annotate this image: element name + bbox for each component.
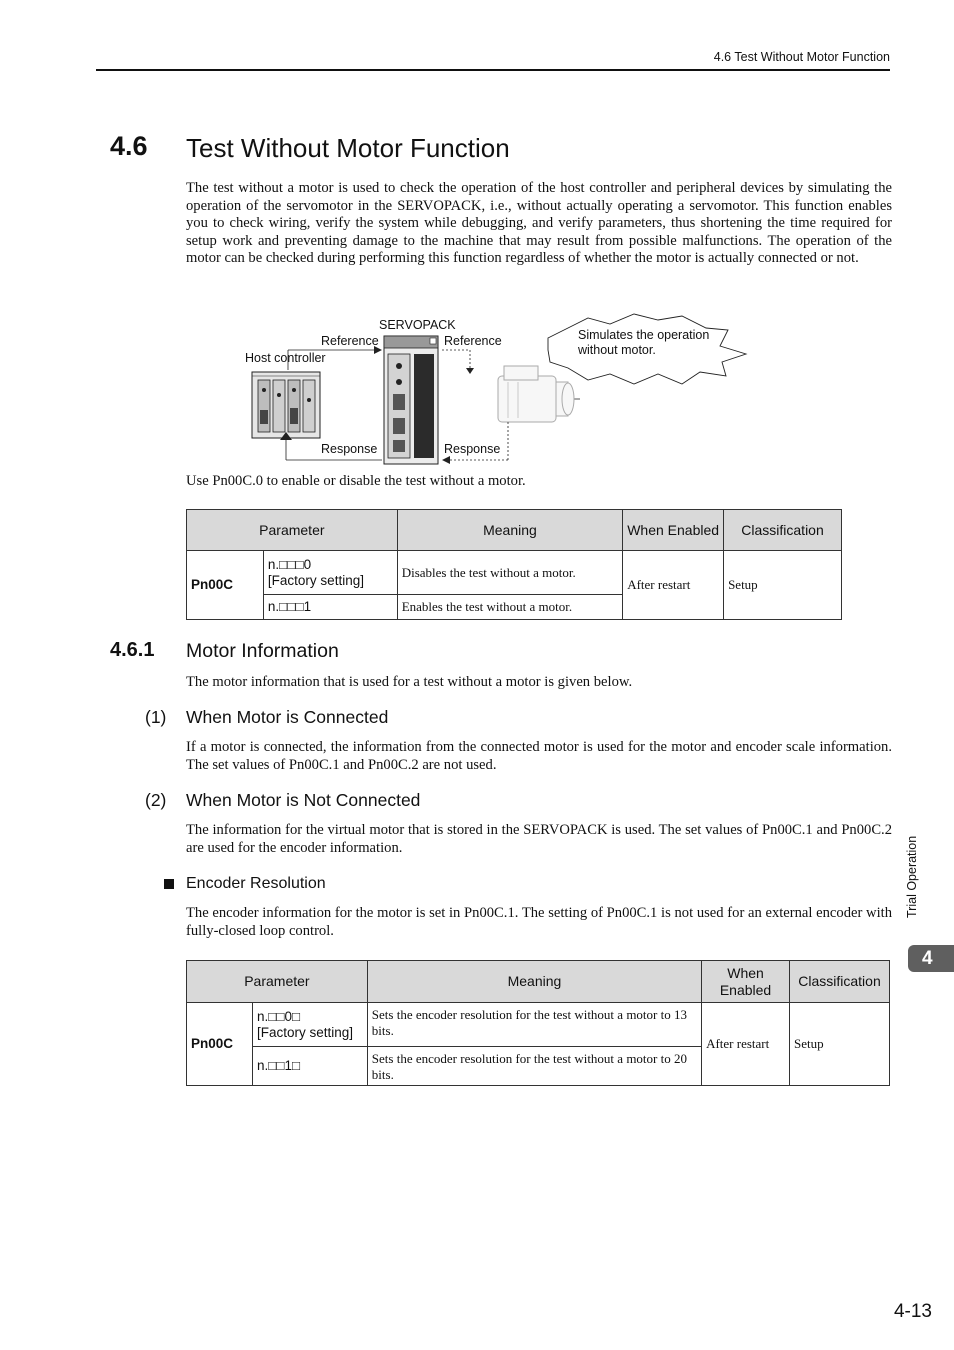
subsection-number: 4.6.1 bbox=[110, 639, 155, 661]
response-right-label: Response bbox=[444, 442, 501, 456]
case1-number: (1) bbox=[145, 707, 167, 727]
servopack-illustration bbox=[384, 336, 438, 464]
running-header: 4.6 Test Without Motor Function bbox=[713, 50, 890, 64]
case2-body: The information for the virtual motor that is stored in the SERVOPACK is used. The set values of Pn00C.1 and Pn00C.2 are used for the encoder information. bbox=[186, 822, 892, 856]
reference-left-label: Reference bbox=[321, 334, 379, 348]
setting-value: n.□□0□ bbox=[256, 1008, 301, 1024]
when-enabled-cell: After restart bbox=[623, 551, 724, 620]
setting-note: [Factory setting] bbox=[267, 572, 364, 588]
meaning-cell: Enables the test without a motor. bbox=[397, 595, 623, 620]
bullet-square-icon bbox=[164, 879, 174, 889]
setting-cell bbox=[263, 595, 397, 620]
reference-right-label: Reference bbox=[444, 334, 502, 348]
chapter-tab: 4 bbox=[908, 945, 954, 972]
header-classification: Classification bbox=[790, 961, 890, 1003]
meaning-cell: Sets the encoder resolution for the test without a motor to 13 bits. bbox=[367, 1003, 701, 1047]
header-meaning: Meaning bbox=[397, 510, 623, 551]
page-number: 4-13 bbox=[893, 1301, 932, 1322]
parameter-table-pn00c-0 bbox=[186, 509, 842, 620]
speech-bubble-text: Simulates the operation without motor. bbox=[578, 328, 710, 357]
setting-value: n.□□1□ bbox=[256, 1058, 301, 1073]
setting-value: n.□□□1 bbox=[267, 599, 312, 614]
header-meaning: Meaning bbox=[367, 961, 701, 1003]
side-tab-label bbox=[905, 823, 922, 918]
encoder-heading: Encoder Resolution bbox=[186, 875, 326, 892]
section-title: Test Without Motor Function bbox=[186, 133, 510, 163]
case2-heading bbox=[145, 790, 545, 812]
case2-title: When Motor is Not Connected bbox=[186, 790, 421, 810]
when-enabled-cell: After restart bbox=[702, 1003, 790, 1086]
setting-cell bbox=[252, 1003, 367, 1047]
setting-cell bbox=[263, 551, 397, 595]
host-controller-illustration bbox=[252, 372, 320, 438]
meaning-cell: Sets the encoder resolution for the test without a motor to 20 bits. bbox=[367, 1047, 701, 1086]
test-without-motor-diagram bbox=[238, 310, 758, 470]
setting-value: n.□□□0 bbox=[267, 556, 312, 572]
param-name: Pn00C bbox=[187, 551, 264, 620]
case2-number: (2) bbox=[145, 790, 167, 810]
encoder-body: The encoder information for the motor is set in Pn00C.1. The setting of Pn00C.1 is not used for an external encoder with fully-closed loop control. bbox=[186, 905, 892, 939]
param-name: Pn00C bbox=[187, 1003, 253, 1086]
meaning-cell: Disables the test without a motor. bbox=[397, 551, 623, 595]
usage-note: Use Pn00C.0 to enable or disable the test without a motor. bbox=[186, 473, 526, 489]
subsection-title: Motor Information bbox=[186, 640, 339, 662]
setting-cell bbox=[252, 1047, 367, 1086]
header-when-enabled: When Enabled bbox=[623, 510, 724, 551]
section-number: 4.6 bbox=[110, 131, 148, 161]
section-intro: The test without a motor is used to check the operation of the host controller and peripheral devices by simulating the operation of the servomotor in the SERVOPACK, i.e., without actually operating a servomotor. This function enables you to check wiring, verify the system while debugging, and verify parameters, thus shortening the time required for setup work and preventing damage to the machine that may result from possible malfunctions. The operation of the motor can be checked during performing this function regardless of whether the motor is actually connected or not. bbox=[186, 180, 892, 267]
subsection-intro: The motor information that is used for a test without a motor is given below. bbox=[186, 674, 633, 690]
case1-heading bbox=[145, 707, 545, 729]
parameter-table-pn00c-1 bbox=[186, 960, 890, 1086]
case1-title: When Motor is Connected bbox=[186, 707, 389, 727]
setting-note: [Factory setting] bbox=[256, 1024, 353, 1040]
host-controller-label: Host controller bbox=[245, 351, 326, 365]
header-when-enabled: When Enabled bbox=[702, 961, 790, 1003]
header-parameter: Parameter bbox=[187, 510, 398, 551]
case1-body: If a motor is connected, the information from the connected motor is used for the motor and encoder scale information. The set values of Pn00C.1 and Pn00C.2 are not used. bbox=[186, 739, 892, 773]
classification-cell: Setup bbox=[724, 551, 842, 620]
servopack-label: SERVOPACK bbox=[379, 318, 456, 332]
response-left-label: Response bbox=[321, 442, 378, 456]
header-parameter: Parameter bbox=[187, 961, 368, 1003]
servomotor-illustration bbox=[498, 366, 580, 422]
classification-cell: Setup bbox=[790, 1003, 890, 1086]
side-tab-text: Trial Operation bbox=[905, 835, 919, 918]
header-rule bbox=[96, 69, 890, 71]
header-classification: Classification bbox=[724, 510, 842, 551]
